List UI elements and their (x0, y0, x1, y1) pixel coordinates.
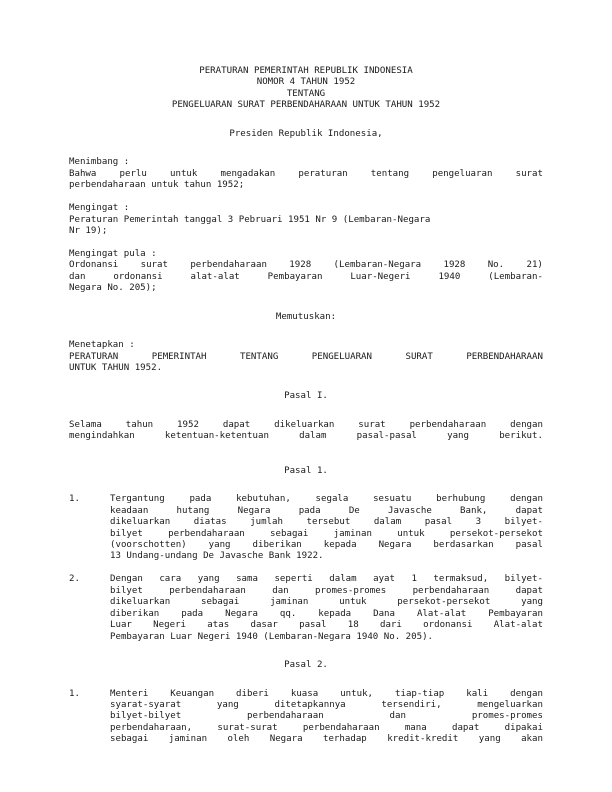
list-marker: 1. (69, 494, 80, 505)
word: bilyet (110, 528, 143, 539)
word: kredit-kredit (387, 734, 459, 745)
menimbang-line (69, 169, 543, 180)
word: kebutuhan, (236, 494, 291, 505)
word: PENGELUARAN (311, 351, 372, 362)
word: hutang (176, 505, 210, 516)
menimbang-line: perbendaharaan untuk tahun 1952; (69, 180, 245, 191)
spacer (69, 295, 543, 312)
word: cara (159, 574, 182, 585)
word: dalam (373, 517, 402, 528)
word: pada (181, 608, 204, 619)
word: untuk (397, 528, 425, 539)
word: ketentuan-ketentuan (164, 431, 269, 442)
word: tahun (125, 419, 154, 430)
word: atas (207, 620, 230, 631)
word: syarat-syarat (110, 699, 182, 710)
word: Luar (110, 620, 132, 631)
word: sesuatu (373, 494, 412, 505)
word: Pembayaran (488, 608, 543, 619)
word: mana (404, 722, 427, 733)
word: perlu (119, 168, 147, 179)
list-item (69, 689, 543, 746)
word: Alat-alat (493, 620, 543, 631)
pasal-1-heading: Pasal 1. (284, 465, 328, 476)
word: dipakai (504, 722, 543, 733)
word: jumlah (250, 517, 283, 528)
word: dapat (515, 505, 543, 516)
word: yang (521, 597, 543, 608)
word: jaminan (168, 734, 208, 745)
word: ordonansi (113, 271, 163, 282)
list-item-line (110, 700, 543, 711)
word: Negara (378, 540, 412, 550)
word: sebagai (110, 734, 149, 745)
word: pasal (299, 620, 327, 631)
word: seperti (274, 574, 313, 585)
list-item-line (110, 609, 543, 620)
spacer (69, 403, 543, 420)
list-item-line (110, 494, 543, 505)
word: surat (515, 168, 543, 179)
spacer (69, 237, 543, 248)
doc-title-line-4: PENGELUARAN SURAT PERBENDAHARAAN UNTUK TAHUN 1952 (171, 100, 441, 111)
word: dapat (451, 722, 480, 733)
word: dan (272, 585, 289, 596)
list-item (69, 494, 543, 563)
word: pada (189, 494, 212, 505)
word: persekot-persekot (397, 597, 491, 608)
word: untuk (339, 597, 367, 608)
pasal-i-line (69, 420, 543, 431)
word: kepada (318, 608, 352, 619)
word: sebagai (200, 597, 240, 608)
word: Dengan (110, 574, 143, 585)
list-item-line (110, 620, 543, 631)
list-marker: 2. (69, 574, 80, 585)
word: tentang (370, 168, 410, 179)
word: (voorschotten) (110, 540, 187, 550)
spacer (69, 672, 543, 689)
word: dikeluarkan (110, 517, 171, 528)
list-item-body (110, 689, 543, 746)
word: bilyet-bilyet (110, 711, 182, 722)
word: peraturan (298, 168, 348, 179)
word: terhadap (322, 734, 367, 745)
word: No. (487, 260, 505, 271)
word: dapat (222, 419, 251, 430)
doc-title-line-1: PERATURAN PEMERINTAH REPUBLIK INDONESIA (199, 66, 413, 76)
spacer (69, 140, 543, 157)
doc-title-line-3: TENTANG (286, 88, 326, 99)
word: Keuangan (170, 688, 215, 699)
word: dengan (510, 688, 543, 699)
word: yang (208, 540, 231, 550)
mengingat-pula-line (69, 260, 543, 271)
word: kali (466, 688, 489, 699)
list-item-line (110, 517, 543, 528)
word: bilyet- (504, 574, 543, 585)
word: surat-surat (217, 722, 278, 733)
word: perbendaharaan (169, 585, 246, 596)
word: dari (379, 620, 402, 631)
word: yang (478, 734, 501, 745)
list-item-line (110, 586, 543, 597)
word: Selama (69, 419, 102, 430)
menetapkan-line (69, 352, 543, 363)
word: diberi (236, 688, 269, 699)
doc-title-line-2: NOMOR 4 TAHUN 1952 (256, 77, 356, 88)
list-item-body (110, 574, 543, 643)
word: PERATURAN (69, 351, 119, 362)
word: surat (140, 260, 168, 271)
word: Bahwa (69, 168, 97, 179)
list-item-line (110, 597, 543, 608)
word: diberikan (110, 608, 160, 619)
word: TENTANG (239, 351, 279, 362)
list-marker: 1. (69, 688, 80, 699)
word: dikeluarkan (274, 419, 335, 430)
list-item (69, 574, 543, 643)
word: bilyet (110, 585, 143, 596)
mengingat-label: Mengingat : (69, 203, 130, 214)
word: mengadakan (220, 168, 276, 179)
word: diberikan (252, 540, 302, 550)
list-item-line (110, 723, 543, 734)
word: Bank, (460, 505, 488, 516)
list-item-line: Pembayaran Luar Negeri 1940 (Lembaran-Negara 1940 No. 205). (110, 631, 434, 642)
menetapkan-line: UNTUK TAHUN 1952. (69, 363, 163, 374)
pasal-i-heading: Pasal I. (284, 391, 328, 402)
word: berdasarkan (433, 540, 494, 550)
word: SURAT (405, 351, 433, 362)
word: diatas (193, 517, 227, 528)
word: tersendiri, (381, 699, 442, 710)
word: berhubung (436, 494, 486, 505)
list-item-line (110, 574, 543, 585)
word: ditetapkannya (274, 699, 346, 710)
word: ordonansi (423, 620, 473, 631)
word: tersebut (306, 517, 351, 528)
spacer (69, 323, 543, 340)
word: pasal-pasal (356, 431, 417, 442)
mengingat-line: Peraturan Pemerintah tanggal 3 Pebruari 1951 Nr 9 (Lembaran-Negara (69, 214, 431, 225)
list-item-line (110, 529, 543, 540)
word: dapat (515, 585, 543, 596)
word: perbendaharaan (412, 585, 490, 596)
word: 3 (475, 517, 482, 528)
word: qq. (279, 608, 297, 619)
word: akan (521, 734, 543, 745)
spacer (69, 477, 543, 494)
list-item-line (110, 540, 543, 551)
word: mengeluarkan (477, 699, 543, 710)
word: PEMERINTAH (151, 351, 207, 362)
word: perbendaharaan (190, 260, 267, 271)
word: untuk (170, 168, 198, 179)
word: ayat (373, 574, 395, 585)
word: alat-alat (190, 271, 240, 282)
spacer (69, 443, 543, 466)
mengingat-pula-label: Mengingat pula : (69, 248, 157, 259)
word: promes-promes (471, 711, 543, 722)
word: PERBENDAHARAAN (466, 351, 543, 362)
word: pasal (424, 517, 453, 528)
word: De (348, 505, 360, 516)
word: pengeluaran (432, 168, 493, 179)
word: mengindahkan (69, 431, 135, 442)
word: (Lembaran-Negara (333, 260, 422, 271)
word: promes-promes (315, 585, 387, 596)
word: dengan (510, 419, 543, 430)
word: dalam (299, 431, 327, 442)
word: 18 (347, 620, 359, 631)
menimbang-label: Menimbang : (69, 157, 130, 168)
word: perbendaharaan (302, 722, 380, 733)
list-item-line (110, 689, 543, 700)
mengingat-line: Nr 19); (69, 225, 108, 236)
word: keadaan (110, 505, 149, 516)
word: Menteri (110, 688, 149, 699)
document-body (69, 66, 543, 746)
word: Luar-Negeri (350, 271, 411, 282)
menetapkan-label: Menetapkan : (69, 340, 135, 351)
word: perbendaharaan (247, 711, 324, 722)
word: Negara (269, 734, 303, 745)
word: bilyet- (504, 517, 543, 528)
list-item-line (110, 711, 543, 722)
spacer (69, 192, 543, 203)
word: pada (298, 505, 321, 516)
list-item-line: 13 Undang-undang De Javasche Bank 1922. (110, 551, 324, 562)
word: Negeri (153, 620, 187, 631)
word: kepada (323, 540, 357, 550)
word: dasar (250, 620, 278, 631)
word: persekot-persekot (449, 528, 543, 539)
word: termaksud, (433, 574, 489, 585)
word: kuasa (290, 688, 319, 699)
word: oleh (227, 734, 250, 745)
list-item-body (110, 494, 543, 563)
word: Dana (373, 608, 396, 619)
pasal-2-heading: Pasal 2. (284, 660, 328, 671)
spacer (69, 563, 543, 574)
word: untuk, (340, 688, 374, 699)
spacer (69, 374, 543, 391)
word: Alat-alat (416, 608, 467, 619)
word: yang (216, 699, 239, 710)
word: Javasche (388, 505, 432, 516)
word: jaminan (270, 597, 309, 608)
mengingat-pula-line: Negara No. 205); (69, 283, 157, 294)
word: 21) (526, 260, 543, 271)
word: perbendaharaan (409, 419, 487, 430)
word: Ordonansi (69, 260, 119, 271)
pasal-i-line (69, 431, 543, 442)
word: perbendaharaan, (110, 722, 193, 733)
word: sama (236, 574, 258, 585)
word: 1928 (443, 260, 466, 271)
spacer (69, 643, 543, 660)
memutuskan-heading: Memutuskan: (275, 311, 337, 322)
word: Negara (225, 608, 258, 619)
word: dikeluarkan (110, 597, 171, 608)
list-item-line (110, 734, 543, 745)
word: 1940 (438, 271, 461, 282)
word: dan (69, 271, 86, 282)
word: Tergantung (110, 494, 165, 505)
word: sebagai (270, 528, 309, 539)
word: surat (358, 419, 386, 430)
spacer (69, 112, 543, 129)
word: perbendaharaan (168, 528, 245, 539)
word: dalam (329, 574, 357, 585)
word: 1 (411, 574, 417, 585)
word: 1928 (289, 260, 312, 271)
word: Pembayaran (267, 271, 323, 282)
word: 1952 (177, 419, 199, 430)
word: Negara (237, 505, 271, 516)
president-line: Presiden Republik Indonesia, (229, 128, 383, 139)
word: dengan (510, 494, 543, 505)
word: (Lembaran- (488, 271, 543, 282)
word: pasal (515, 540, 543, 550)
word: segala (315, 494, 349, 505)
word: yang (447, 431, 469, 442)
word: jaminan (333, 528, 372, 539)
word: berikut. (499, 431, 543, 442)
mengingat-pula-line (69, 272, 543, 283)
word: dan (389, 711, 406, 722)
list-item-line (110, 506, 543, 517)
word: yang (197, 574, 220, 585)
word: tiap-tiap (395, 688, 445, 699)
